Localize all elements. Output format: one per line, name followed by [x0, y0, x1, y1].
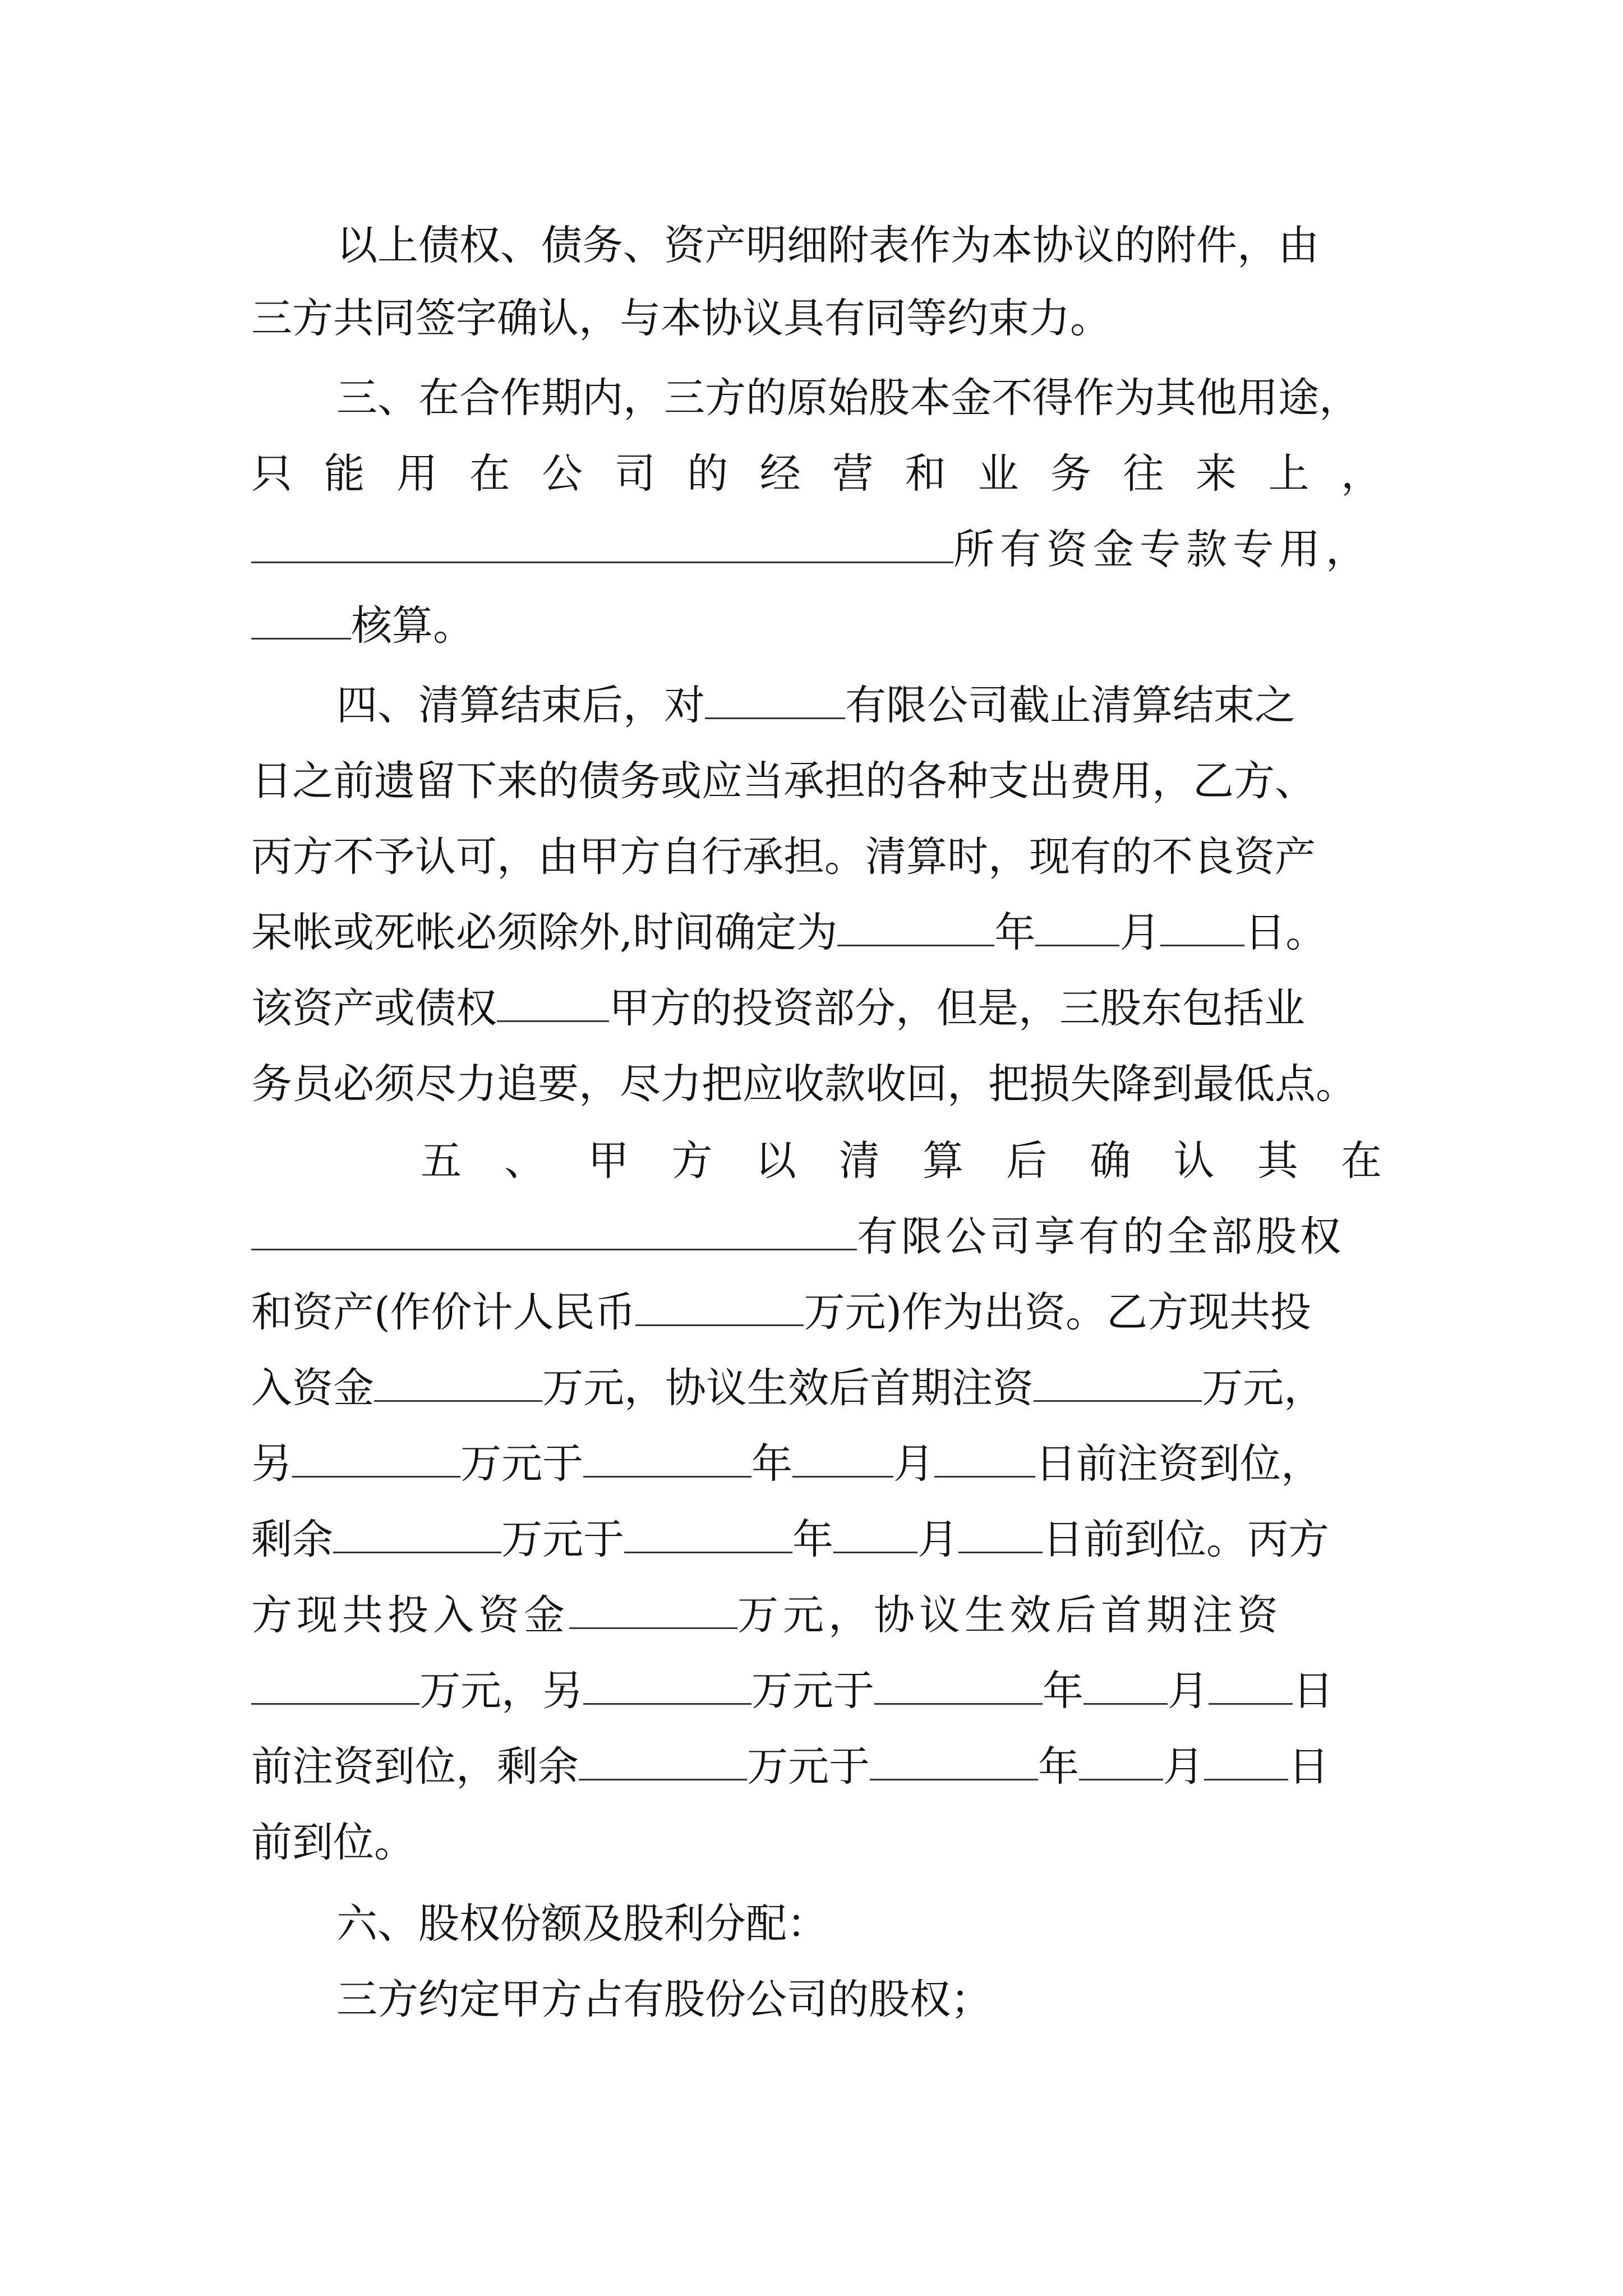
paragraph-line: 该资产或债权 甲方的投资部分，但是，三股东包括业: [251, 984, 1305, 1032]
day-blank[interactable]: [1204, 1746, 1288, 1780]
month-blank[interactable]: [1079, 1746, 1163, 1780]
paragraph-line: 日之前遗留下来的债务或应当承担的各种支出费用，乙方、: [251, 757, 1316, 805]
year-blank[interactable]: [624, 1519, 792, 1553]
paragraph-line: 三方共同签字确认，与本协议具有同等约束力。: [251, 295, 1111, 342]
fill-in-blank[interactable]: [705, 685, 845, 719]
fill-in-blank[interactable]: [497, 988, 609, 1022]
paragraph-line: 丙方不予认可，由甲方自行承担。清算时，现有的不良资产: [251, 833, 1316, 881]
paragraph-line: 前注资到位，剩余 万元于 年 月 日: [251, 1743, 1329, 1791]
amount-blank[interactable]: [251, 1671, 419, 1705]
day-blank[interactable]: [958, 1519, 1043, 1553]
amount-blank[interactable]: [333, 1519, 501, 1553]
paragraph-line: 和资产(作价计人民币 万元)作为出资。乙方现共投: [251, 1289, 1311, 1336]
paragraph-line: 核算。: [251, 598, 1382, 654]
amount-blank[interactable]: [374, 1368, 542, 1402]
paragraph-line: 方现共投入资金 万元，协议生效后首期注资: [251, 1591, 1283, 1639]
paragraph-line: 前到位。: [251, 1819, 415, 1866]
company-name-blank[interactable]: [251, 1216, 857, 1250]
day-blank[interactable]: [934, 1443, 1035, 1478]
amount-blank[interactable]: [292, 1443, 460, 1478]
year-blank[interactable]: [583, 1443, 751, 1478]
month-blank[interactable]: [833, 1519, 917, 1553]
paragraph-line: 所有资金专款专用，: [251, 522, 1382, 578]
year-blank[interactable]: [870, 1746, 1038, 1780]
month-blank[interactable]: [792, 1443, 893, 1478]
paragraph-line: 以上债权、债务、资产明细附表作为本协议的附件，由: [336, 222, 1319, 269]
spaced-paragraph-line: 只 能 用 在 公 司 的 经 营 和 业 务 往 来 上 ，: [251, 450, 1382, 498]
paragraph-line: 另 万元于 年 月 日前注资到位，: [251, 1440, 1322, 1488]
year-blank[interactable]: [837, 912, 994, 946]
amount-blank[interactable]: [579, 1746, 747, 1780]
amount-blank[interactable]: [583, 1671, 751, 1705]
paragraph-line: 呆帐或死帐必须除外,时间确定为 年 月 日。: [251, 909, 1327, 956]
paragraph-line: 入资金 万元，协议生效后首期注资 万元，: [251, 1364, 1325, 1412]
fill-in-blank[interactable]: [251, 605, 351, 639]
paragraph-line: 务员必须尽力追要，尽力把应收款收回，把损失降到最低点。: [251, 1060, 1357, 1108]
day-blank[interactable]: [1160, 912, 1244, 946]
month-blank[interactable]: [1035, 912, 1119, 946]
paragraph-line: 万元，另 万元于 年 月 日: [251, 1663, 1382, 1719]
amount-blank[interactable]: [569, 1595, 737, 1629]
clause-four-heading: 四、清算结束后，对 有限公司截止清算结束之: [336, 682, 1295, 729]
clause-five-heading: 五 、 甲 方 以 清 算 后 确 认 其 在: [421, 1137, 1382, 1185]
clause-three-heading: 三、在合作期内，三方的原始股本金不得作为其他用途，: [336, 374, 1360, 422]
amount-blank[interactable]: [635, 1292, 804, 1326]
year-blank[interactable]: [874, 1671, 1043, 1705]
fill-in-blank[interactable]: [251, 529, 953, 563]
paragraph-line: 有限公司享有的全部股权: [251, 1209, 1382, 1265]
month-blank[interactable]: [1083, 1671, 1168, 1705]
clause-six-heading: 六、股权份额及股利分配：: [336, 1900, 828, 1948]
paragraph-line: 三方约定甲方占有股份公司的股权；: [336, 1976, 992, 2023]
day-blank[interactable]: [1209, 1671, 1293, 1705]
paragraph-line: 剩余 万元于 年 月 日前到位。丙方: [251, 1516, 1329, 1563]
amount-blank[interactable]: [1034, 1368, 1202, 1402]
